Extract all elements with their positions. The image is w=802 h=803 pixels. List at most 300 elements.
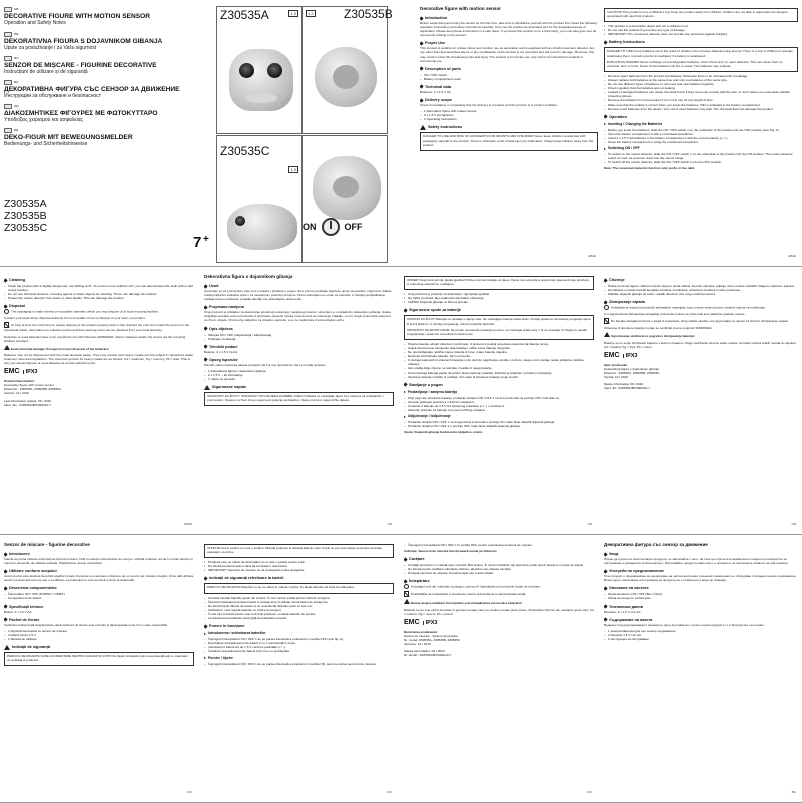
list-item: – Капак на гнездото за батерии	[604, 596, 798, 600]
flag-icon	[4, 80, 12, 85]
section-title: Декоративна фигура със сензор за движение	[604, 542, 708, 547]
caution-text: CAUTION! This product is not a children's toy! Keep the product away from children. Children are not able to appreciate the dangers associated with electrical products.	[607, 10, 788, 19]
list-item: ▪ Nu folosiți produsul atunci când ați constatat o deteriorare.	[204, 564, 394, 568]
photo-label: Z30535A	[220, 8, 269, 22]
model-number: Z30535B	[4, 210, 47, 222]
paragraph: Веднага след разопаковането проверете дали доставката е пълна и дали продуктът е в безупречно състояние.	[604, 622, 765, 627]
caution-box	[604, 8, 798, 22]
switch-list	[404, 543, 594, 547]
diamond-icon	[4, 604, 8, 608]
paragraph: Ne bacajte dotrajali proizvod u otpad iz kućanstva, zbog zaštite okoliša, već ga predajte na mjesto za stručno zbrinjavanje otpada.	[604, 318, 798, 324]
paragraph: Baterije se ne smiju zbrinjavati zajedno s kućnim otpadom. Mogu sadržavati otrovne teške metale. Kemijski simboli teških metala su sljedeći: Cd = kadmij, Hg = živa, Pb = olovo.	[604, 340, 797, 349]
diamond-icon	[604, 604, 608, 608]
paragraph: Acest produs este destinat decorării spațiilor private interioare și exterioare și dispune de un senzor de mișcare integrat. Orice altă utilizare decât cea descrisă mai sus sau o modificare a produsului nu este permisă și duce la deteriorări.	[4, 574, 194, 583]
warning-text: EXPLOSION HAZARD! Never recharge non-rechargeable batteries, short circuit and / or open batteries. This can cause them to overheat, burn or burst. Never throw batteries into fire or water. The batteries may explode.	[607, 59, 783, 68]
product-photo-a	[216, 6, 302, 134]
warning-text: OPASNOST OD EKSPLOZIJE! Ne punite nenapunjive baterije ponovo, ne izazivajte kratki spoj i / ili ne otvarajte ih. Moglo bi nastati pregrijavanje, opasnost od požara ili rasprsnuće.	[407, 327, 587, 336]
page-number: HR	[587, 521, 592, 526]
diamond-icon	[420, 98, 424, 102]
env-warning: Daune asupra mediului înconjurător prin îndepărtarea incorectă a bateriilor!	[404, 599, 594, 605]
paragraph: Oštećene ili istrošene baterije moraju se reciklirati prema smjernici 2006/66/EC.	[604, 326, 713, 331]
cover-subtitle: Upute za posluživanje i za Vašu sigurnost	[4, 45, 97, 52]
certification-marks	[4, 368, 194, 376]
recycle-icon	[604, 305, 609, 310]
section-heading: Uvod	[204, 283, 394, 289]
list-item: – Open the battery compartment 2 with a crosshead screwdriver.	[604, 132, 798, 136]
note: Uputa: Dojavnik gibanja funkcionira isključivo u tami.	[404, 430, 483, 435]
hr-column-2	[404, 274, 594, 528]
paragraph: Odmah nakon otvaranja paketa provjerite da li je sve isporučeno i da li je uređaj ispravan.	[204, 362, 327, 367]
section-heading: Употреба по предназначение	[604, 568, 798, 574]
paragraph: Contact your local refuse disposal authority for more details of how to dispose of your worn-out product.	[4, 316, 146, 321]
list-item: – 1 Figurină decorativă cu senzor de mișcare	[4, 629, 194, 633]
switch-dial-icon	[322, 218, 340, 236]
page-number: RO	[587, 789, 592, 794]
list-item: – Do not use chemical cleaners, scouring agents or sharp objects for cleaning. These can damage the product.	[4, 292, 194, 296]
section-heading: Safety Instructions	[420, 124, 598, 130]
paragraph: Check immediately on unpacking that the delivery is complete and the product is in perfect condition.	[420, 103, 558, 108]
diamond-icon	[404, 308, 408, 312]
battery-list	[404, 342, 594, 379]
caution-box	[204, 544, 394, 558]
list-item: – Leaked or damaged batteries can cause chemical burns if they come into contact with the skin; in such cases you must wear suitable protective gloves.	[604, 90, 798, 98]
section-heading: Operation	[604, 114, 798, 120]
switch-on-label: ON	[303, 221, 317, 232]
subsection-heading: Postavljanje / zamjena baterija	[404, 390, 594, 395]
section-heading: Stavljanje u pogon	[404, 382, 594, 388]
gb-column-2	[604, 6, 798, 260]
list-item: – Otvorite poklopac pretinca 2 s križnim odvijačem.	[404, 400, 594, 404]
list-item: – Introduceți 2 baterii AA de 1,5 V conform polarității (+ / -).	[204, 645, 394, 649]
caution-list	[404, 292, 594, 304]
list-item: ▪ This product is a decorative object and not a children's toy!	[604, 24, 798, 28]
product-photo-c	[216, 135, 302, 263]
list-item: – Ne upotrebljavajte različite tipove baterija ili nove i stare baterije zajedno.	[404, 350, 594, 354]
triangle-icon	[404, 391, 406, 393]
section-heading: Čišćenje	[604, 277, 798, 283]
list-item: – Kod umetanja baterija pazite da pritom bude ispravan polaritet. Polaritet je prikazan u pretincu za baterije.	[404, 371, 594, 375]
diamond-icon	[604, 278, 608, 282]
list-item: – Превключвател ON / OFF (Вкл / Изкл)	[604, 592, 798, 596]
section-title: Dekorativna figura s dojavnikom gibanja	[204, 274, 293, 279]
diamond-icon	[204, 358, 208, 362]
page-number: GB/IE	[787, 253, 796, 258]
list-item: – 1 Decorative figure with motion sensor	[420, 109, 598, 113]
section-heading: Увод	[604, 551, 798, 557]
page-number: HR	[387, 521, 392, 526]
page-number: GB/IE	[587, 253, 596, 258]
note: Note: The movement detector function only works in the dark.	[604, 166, 696, 171]
switch-off-label: OFF	[344, 221, 363, 232]
list-item: – Protejați senzorul de mișcare împotriva apei sau a altor lichide.	[404, 571, 594, 575]
hr-column-3	[604, 274, 798, 528]
cover-lang-gr	[4, 103, 194, 123]
certification-marks	[604, 352, 798, 360]
list-item: ▪ Ovaj proizvod je predmet za dekoraciju i nije dječja igračka!	[404, 292, 594, 296]
age-warning: 7	[193, 234, 202, 251]
list-item: – Remove spent batteries from the product immediately. Otherwise there is an increased risk of leakage.	[604, 74, 798, 78]
paragraph: Before assembling and using the device for the first time, take time to familiarise yourself with the product first. Read the following operation instructions and safety instructions carefully. Only use the product as described and for the designated areas of application. Please keep these instructions in a safe place. If you hand this product on to a third party, you must also give over all documents relating to the product.	[420, 21, 597, 38]
paragraph: Ambalaža se sastoji od ekološki prihvatljivih materijala, koje možete zbrinuti putem lokalnih mjesta za recikliranje.	[604, 305, 798, 310]
section-heading: Proper Use	[420, 40, 598, 46]
list-item: – Împingeți întrerupătorul ON / OFF 1 în poziția OFF, pentru a dezactiva senzorul de mișcare.	[404, 543, 594, 547]
cover-subtitle: Инструкции за обслужване и безопасност	[4, 93, 102, 100]
warning-box	[4, 652, 194, 666]
list-item: – Close the battery compartment 2 using the crosshead screwdriver.	[604, 140, 798, 144]
section-heading: Pachet de livrare	[4, 617, 194, 623]
cover-title: DEKORATIVNA FIGURA S DOJAVNIKOM GIBANJA	[4, 38, 163, 45]
lang-code: RO	[14, 55, 19, 60]
cover-lang-de	[4, 127, 194, 147]
delivery-list	[204, 369, 394, 381]
list-item: – 2 x 1,5 V ~ tip AA baterije	[204, 373, 394, 377]
list-item: – Insert 2 x 1.5 V AA batteries in the battery compartment 2 with the correct polarity (+ / -).	[604, 136, 798, 140]
section-heading: Propisana namjena	[204, 304, 394, 310]
parts-list	[4, 592, 194, 600]
recycle-icon	[404, 584, 409, 589]
section-heading: Disposal	[4, 303, 194, 309]
list-item: – În caz că nu folosiți pentru mai mult timp produsul, scoateți bateriile din acesta.	[204, 612, 394, 616]
section-heading: Zbrinjavanje otpada	[604, 299, 798, 305]
paragraph: Ovaj proizvod je prikladan za dekoriranje privatnog unutarnjeg i vanjskog prostora i opremljen je s ugrađenim dojavnikom gibanja. Svaka drugačija uporaba ovisno proizvoda iz prethodno opisanih uzroka može dovesti do oštećenja. Nadalje, ovo bi moglo prouzročiti opasnost po život i ozljede. Proizvod je isključivo za privatnu upotrebu, a ne za medicinske ili komercijalne svrhe.	[204, 310, 391, 323]
battery-list	[204, 596, 394, 621]
list-item: – Clean the product with a slightly dampened, non-fluffing cloth. To remove more stubborn dirt, you can also dampen the cloth with a mild soapy solution.	[4, 284, 194, 292]
subsection-heading: Switching ON / OFF	[604, 146, 798, 151]
last-update: Starea informațiilor: 09 / 2010 Nr. identif.: Z30535A/B/C092010-7	[404, 649, 452, 658]
ipx-mark: IPX3	[423, 621, 438, 625]
gb-column-3	[4, 274, 194, 528]
delivery-list	[604, 629, 798, 641]
diamond-icon	[604, 115, 608, 119]
paragraph: Ambalajul este din materiale ecologice, care pot fi îndepărtate prin punctele locale de reciclare.	[404, 584, 594, 589]
section-title: Decorative figure with motion sensor	[420, 6, 501, 11]
section-heading: Indicații de siguranță	[4, 644, 194, 650]
section-heading: Opseg isporuke	[204, 357, 394, 363]
diamond-icon	[420, 67, 424, 71]
sheet-3	[0, 536, 802, 803]
env-warning: Environmental damage through incorrect disposal of the batteries!	[4, 345, 194, 351]
parts-list	[604, 592, 798, 600]
lang-code: GR	[14, 103, 19, 108]
on-off-switch-diagram	[303, 213, 387, 240]
cover-subtitle: Υποδείξεις χειρισμού και ασφαλείας	[4, 117, 83, 124]
list-item: – 1 Upute za uporabu	[204, 377, 394, 381]
list-item: – Remove the batteries from the product if it is not in use for any length of time.	[604, 98, 798, 102]
gb-column-1	[420, 6, 598, 260]
triangle-icon	[204, 633, 206, 635]
product-photo-c-side	[302, 135, 388, 263]
crossed-bin-icon	[404, 591, 409, 597]
caution-list	[604, 24, 798, 36]
list-item: – Remove used batteries from the device. Very old or used batteries may leak. The chemical fluid can damage the product.	[604, 107, 798, 111]
switch-list	[204, 662, 394, 666]
paragraph: Batteries: 2 x 1.5 V AA	[420, 89, 451, 94]
ipx-mark: IPX3	[23, 370, 38, 374]
warning-box	[204, 392, 394, 406]
list-item: – Zaštitite dojavnik gibanja od vode i ostalih tekućina. Oni mogu oštetiti proizvod.	[604, 292, 798, 296]
cover-lang-gb	[4, 6, 194, 26]
section-heading: Introducere	[4, 551, 194, 557]
crossed-bin-icon	[604, 318, 609, 324]
warning-box	[604, 47, 798, 71]
list-item: – Umetnite 2 baterije od 1,5 V AA ispravnog polariteta (+ / -) u pretinac 2.	[404, 404, 594, 408]
turtle-figure-image	[227, 204, 297, 250]
page-number: GB/IE	[183, 521, 192, 526]
callout-1-2: 1 2	[290, 11, 296, 16]
paragraph: Upoznajte se sa proizvodom prije prve montaže i puštanja u pogon. Za to pomno pročitajte slijedeće upute za uporabu i sigurnost. Rabite uređaj isključivo sukladno opisu i za navedenom području primjene. Dobro sačuvajte ove upute za uporabu. U slučaju prosljeđivanja uređaja trećem osobama, predajte također sve pripadajuće dokumente.	[204, 289, 392, 302]
list-item: – Prebacite sklopku ON / OFF 1 u poziciju OFF, kako biste isključili dojavnik gibanja.	[404, 424, 594, 428]
lang-code: DE	[14, 127, 19, 132]
diamond-icon	[204, 305, 208, 309]
diamond-icon	[604, 300, 608, 304]
battery-list	[604, 74, 798, 111]
cover-lang-bg	[4, 79, 194, 99]
list-item: – Poklopac za baterije	[204, 337, 394, 341]
section-heading: Battery Instructions	[604, 39, 798, 45]
product-info: Product Description: Decorative figure with motion sensor Model No.: Z30535A, Z30535B, Z30535C Version: 12 / 2010	[4, 379, 62, 396]
frog-mouth-image	[245, 93, 277, 103]
list-item: – Čistite proizvod lagano vlažnom krpom koja ne pušta vlakna. Za teže uklonjivo prljanje, krpu možete navlažiti i blagom otopinom sapuna.	[604, 284, 798, 288]
list-item: – Redovito kontrolirajte baterije, da li su iscurile.	[404, 354, 594, 358]
section-heading: Cleaning	[4, 277, 194, 283]
paragraph: Bateriile nu au voie să fie aruncate în gunoiul menajer. Ele pot conține metale grele toxice. Simbolurile chimice ale metalelor grele sunt: Cd = cadmiu, Hg = mercur, Pb = plumb.	[404, 607, 594, 616]
paragraph: Преди да пуснете в експлоатация продукта, се запознайте с него. За тази цел прочетете внимателно следното ръководство за обслужване и указанията за безопасност. Използвайте продукта само както е описано и за посочените области на приложение.	[604, 557, 789, 566]
section-heading: Curățare	[404, 556, 594, 562]
paragraph: Verificați imediat după despachetare dacă pachetul de livrare este complet și dacă aparatul este într-o stare impecabilă.	[4, 622, 168, 627]
diamond-icon	[4, 569, 8, 573]
ro-column-1	[4, 542, 194, 796]
paragraph: Батерии: 2 x 1,5 V тип AA	[604, 609, 641, 614]
diamond-icon	[204, 576, 208, 580]
diamond-icon	[404, 557, 408, 561]
age-warning-plus: +	[203, 234, 209, 245]
flag-icon	[4, 56, 12, 61]
list-item: – Before you insert the batteries, slide the ON / OFF switch 1 on the underside of the product into the OFF position (see Fig. A).	[604, 128, 798, 132]
cover-title: ДЕКОРАТИВНА ФИГУРА СЪС СЕНЗОР ЗА ДВИЖЕНИЕ	[4, 86, 180, 93]
list-item: – Compartiment de baterii	[4, 596, 194, 600]
page-number: HR	[791, 521, 796, 526]
page-number: RO	[187, 789, 192, 794]
delivery-list	[420, 109, 598, 121]
list-item: – Battery compartment cover	[420, 77, 598, 81]
ipx-mark: IPX3	[623, 354, 638, 358]
section-heading: Sigurnosne upute za baterije	[404, 307, 594, 313]
section-heading: Tehnički podaci	[204, 344, 394, 350]
list-item: – Istrošene baterije izvadite iz uređaja. Vrlo stare ili istrošene baterije mogu iscuriti.	[404, 375, 594, 379]
section-heading: Descrierea componentelor	[4, 585, 194, 591]
caution-text: OPREZ! Ovaj proizvod nije dječja igračka! Držite proizvod podalje od djece. Djeca nisu sposobna prepoznati opasnosti koje proizlaze iz rukovanja električnim uređajima.	[407, 278, 590, 287]
flag-icon	[4, 32, 12, 37]
env-warning: Ugrožavanje okoliša kroz pogrešno zbrinjavanje baterija!	[604, 332, 798, 338]
section-heading: Технически данни	[604, 604, 798, 610]
warning-text: DANGER TO LIFE AND RISK OF ACCIDENTS FOR INFANTS AND CHILDREN! Never leave children unattended with packaging material or the product. There is otherwise a risk of fatal injury by suffocation. Always keep children away from the product.	[423, 134, 594, 147]
list-item: ▪ IMPORTANT! The movement detector does not provide any protection against burglary.	[604, 32, 798, 36]
paragraph: O mogućnostima zbrinjavanja dotrajalog proizvoda možete se informirati kod nadležne gradske uprave.	[604, 312, 746, 317]
hr-column-1	[204, 274, 394, 528]
cover-subtitle: Operation and Safety Notes	[4, 20, 66, 27]
callout-1-2: 1 2	[290, 167, 296, 172]
paragraph: Baterii: 2 x 1,5 V AA	[4, 609, 32, 614]
warning-text: DANGER TO LIFE! Keep batteries out of the reach of children. Do not leave batteries lying around. There is a risk of children or animals swallowing them. Consult a doctor immediately if a battery is swallowed.	[607, 49, 793, 58]
diamond-icon	[604, 618, 608, 622]
section-heading: Utilizare conform scopului	[4, 568, 194, 574]
warning-icon	[4, 345, 10, 350]
switch-list	[404, 420, 594, 428]
page-number: BG	[791, 789, 796, 794]
cleaning-list	[4, 284, 194, 300]
diamond-icon	[204, 624, 208, 628]
note: Indicație: Senzorul de mișcare funcționează numai pe întuneric.	[404, 549, 498, 554]
insert-list	[604, 128, 798, 144]
warning-box	[404, 315, 594, 339]
list-item: – 2 x 1.5 V AA batteries	[420, 113, 598, 117]
list-item: – Deschideți compartimentul de baterii 2 cu o șurubelniță în cruce.	[204, 641, 394, 645]
emc-mark: EMC	[604, 351, 620, 359]
list-item: – Ako uređaj dulje vrijeme ne koristite, izvadite iz njega baterije.	[404, 366, 594, 370]
triangle-icon	[604, 148, 606, 150]
diamond-icon	[404, 579, 408, 583]
list-item: – Uvijek istovremeno zamijenite obje baterije i rabite samo baterije istog tipa.	[404, 346, 594, 350]
warning-text: OPASNOST ZA ŽIVOT I OPASNOST OD OZLJEDA ZA BEBE I DJECU! Nikada ne ostavljajte djecu bez nadzora sa ambalažom i proizvodom. Opasno za život zbog mogućnosti gušenja ambalažom. Djeke proizvod uvijek držite daleko.	[207, 394, 384, 403]
cover-lang-ro	[4, 55, 194, 75]
parts-list	[420, 73, 598, 81]
diamond-icon	[404, 383, 408, 387]
warning-box	[420, 132, 598, 150]
list-item: ▪ Do not use the product if you notice any type of damage.	[604, 28, 798, 32]
diamond-icon	[604, 40, 608, 44]
list-item: – Prazne baterije odmah uklonite iz proizvoda. U protivnom postoji povećana opasnost da baterije iscure.	[404, 342, 594, 346]
emc-mark: EMC	[4, 368, 20, 376]
caution-text: ATENȚIE! Acest produs nu este o jucărie! Păstrați produsul la distanță față de copii. Copiii nu pot recunoaște pericolele asociate aparatelor electrice.	[207, 546, 383, 555]
list-item: – Închideți compartimentul de baterii 2 din nou cu șurubelnița.	[204, 649, 394, 653]
list-item: – Protect the motion detector from water or other liquids. This can damage the product.	[4, 296, 194, 300]
list-item: – 1 Dekorativna figura s dojavnikom gibanja	[204, 369, 394, 373]
list-item: – Înlocuiți întotdeauna ambele baterii în același timp și utilizați numai baterii de același tip.	[204, 600, 394, 604]
triangle-icon	[604, 123, 606, 125]
list-item: – U slučaju isteknutih ili oštećenih baterija može doći do nagrizanja u dodiru s kožom, stoga u tom slučaju nosite prikladne zaštitne rukavice.	[404, 358, 594, 366]
triangle-icon	[204, 657, 206, 659]
section-heading: Technical data	[420, 84, 598, 90]
model-number: Z30535C	[4, 222, 48, 234]
sheet-2	[0, 268, 802, 535]
parts-list	[204, 333, 394, 341]
list-item: ▪ Produsul este un obiect de decorațiuni și nu este o jucărie pentru copii!	[204, 560, 394, 564]
lang-code: BG	[14, 79, 19, 84]
ro-column-3	[404, 542, 594, 796]
model-number: Z30535A	[4, 198, 47, 210]
list-item: – Nu folosiți pentru curățare substanțe chimice, abrazive sau obiecte ascuțite.	[404, 567, 594, 571]
photo-label: Z30535C	[220, 144, 270, 158]
subsection-heading: Introducerea / schimbarea bateriilor	[204, 631, 394, 636]
last-update: Last information update: 09 / 2010 Ident.-No.: Z30535A/B/C092010-7	[4, 398, 51, 407]
page-number: RO	[387, 789, 392, 794]
paragraph: Baterije: 2 x 1,5 V tip AA	[204, 349, 238, 354]
diamond-icon	[4, 618, 8, 622]
diamond-icon	[420, 41, 424, 45]
warning-text: PERICOL DE MOARTE! Bateriile nu au ce căuta în mâinile copiilor. Nu lăsați bateriile să zacă la întâmplare.	[207, 585, 355, 590]
cover-subtitle: Instrucțiuni de utilizare și de siguranță	[4, 69, 88, 76]
section-title: Senzor de mișcare - figurine decorative	[4, 542, 90, 547]
section-heading: Specificații tehnice	[4, 604, 194, 610]
diamond-icon	[4, 552, 8, 556]
list-item: – 1 Operating instructions	[420, 117, 598, 121]
warning-icon	[420, 125, 426, 130]
product-info: Opis proizvoda: Dekorativna figura s dojavnikom gibanja Model br.: Z30535A, Z30535B, Z30535C Verzija: 12 / 2010	[604, 362, 660, 380]
list-item: – 2 baterii AA de 1,5 V	[4, 633, 194, 637]
section-heading: Sigurnosne napute	[204, 384, 394, 390]
paragraph: Defective or used batteries have to be recycled in line with Directive 2006/66/EC. Return batteries and/or the device via the recycling facilities provided.	[4, 334, 186, 343]
photo-label: Z30535B	[344, 7, 393, 21]
paragraph: Înainte de prima utilizare informați-vă privind produsul. Citiți cu atenție instrucțiunile de mai jos. Utilizați produsul numai în modul descris și numai în domeniile de utilizare indicate. Păstrați bine aceste instrucțiuni.	[4, 557, 193, 566]
list-item: – 1 инструкция за обслужване	[604, 637, 798, 641]
switch-list	[604, 152, 798, 164]
list-item: – ON / OFF switch	[420, 73, 598, 77]
diamond-icon	[604, 586, 608, 590]
list-item: – To switch off the motion detector, slide the ON / OFF switch 1 into the OFF position.	[604, 160, 798, 164]
list-item: – Scoateți imediat bateriile goale din produs. În caz contrar există pericol mărit de scurgere.	[204, 596, 394, 600]
caution-list	[204, 560, 394, 572]
last-update: Stanje informacija: 09 / 2010 Ident.-Br.: Z30535A/B/C092010-7	[604, 382, 650, 391]
list-item: – Curățați produsul cu o lavetă ușor umezită, fără scame. În cazul murdăriei mai puternice puteți umezi laveta și cu leșie de săpun.	[404, 563, 594, 567]
list-item: – Make sure that the polarity is correct when you insert the batteries. This is indicated in the battery compartment.	[604, 103, 798, 107]
paragraph: The packaging is made entirely of recyclable materials, which you may dispose of at local recycling facilities.	[4, 309, 194, 314]
list-item: ▪ VAŽNO! Dojavnik gibanja ne štiti od provale.	[404, 300, 594, 304]
frog-eye-image	[239, 63, 254, 78]
cover-panel	[0, 6, 215, 260]
section-heading: Съдържание на пакета	[604, 617, 798, 623]
bg-column-1	[604, 542, 798, 796]
sheet-1	[0, 0, 802, 267]
warning-icon	[4, 645, 10, 650]
insert-list	[204, 637, 394, 653]
triangle-icon	[404, 416, 406, 418]
diamond-icon	[420, 85, 424, 89]
paragraph: To help protect the environment, please dispose of the product properly when it has reached the end of its useful life and not in the household waste. Information on collection points and their opening hours can be obtained from your local authority.	[4, 323, 190, 333]
list-item: – Prebacite sklopku ON / OFF 1 na donjoj strani proizvoda u poziciju ON, kako biste uključili dojavnik gibanja.	[404, 420, 594, 424]
warning-icon	[204, 385, 210, 390]
product-info: Descrierea produsului: Senzor de mișcare - figurine decorative Nr. model: Z30535A, Z30535B, Z30535C Versiune: 12 / 2010	[404, 629, 461, 647]
list-item: – Prije nego što umetnete baterije, prebacite sklopku ON / OFF 1 na dnu proizvoda na poziciju OFF (vidi sliku A).	[404, 396, 594, 400]
delivery-list	[4, 629, 194, 641]
diamond-icon	[4, 586, 8, 590]
diamond-icon	[604, 569, 608, 573]
list-item: – 1 декоративна фигура със сензор за движение	[604, 629, 798, 633]
lang-code: GB	[14, 6, 19, 11]
callout-1-2: 1 2	[308, 11, 314, 16]
warning-icon	[404, 599, 410, 604]
flag-icon	[4, 7, 12, 12]
battery-cover-image	[333, 65, 359, 89]
product-photo-a-bottom	[302, 6, 388, 134]
diamond-icon	[204, 345, 208, 349]
diamond-icon	[4, 304, 8, 308]
turtle-eye-image	[235, 216, 245, 226]
warning-box	[204, 583, 394, 593]
cover-lang-hr	[4, 31, 194, 51]
list-item: – Zatvorite pretinac za baterije 2 pomoću križnog odvijača.	[404, 408, 594, 412]
list-item: – Do not use different types of batteries or mix used and new batteries together.	[604, 82, 798, 86]
diamond-icon	[204, 326, 208, 330]
section-heading: Indicații de siguranță referitoare la baterii	[204, 575, 394, 581]
section-heading: Îndepărtare	[404, 578, 594, 584]
flag-icon	[4, 104, 12, 109]
list-item: – 1 Manual de utilizare	[4, 637, 194, 641]
list-item: – Întrerupător ON / OFF (PORNIT / OPRIT)	[4, 592, 194, 596]
battery-cover-image	[333, 176, 359, 198]
subsection-heading: Uključivanje / isključivanje	[404, 414, 594, 419]
model-numbers	[4, 198, 47, 234]
warning-icon	[604, 332, 610, 337]
